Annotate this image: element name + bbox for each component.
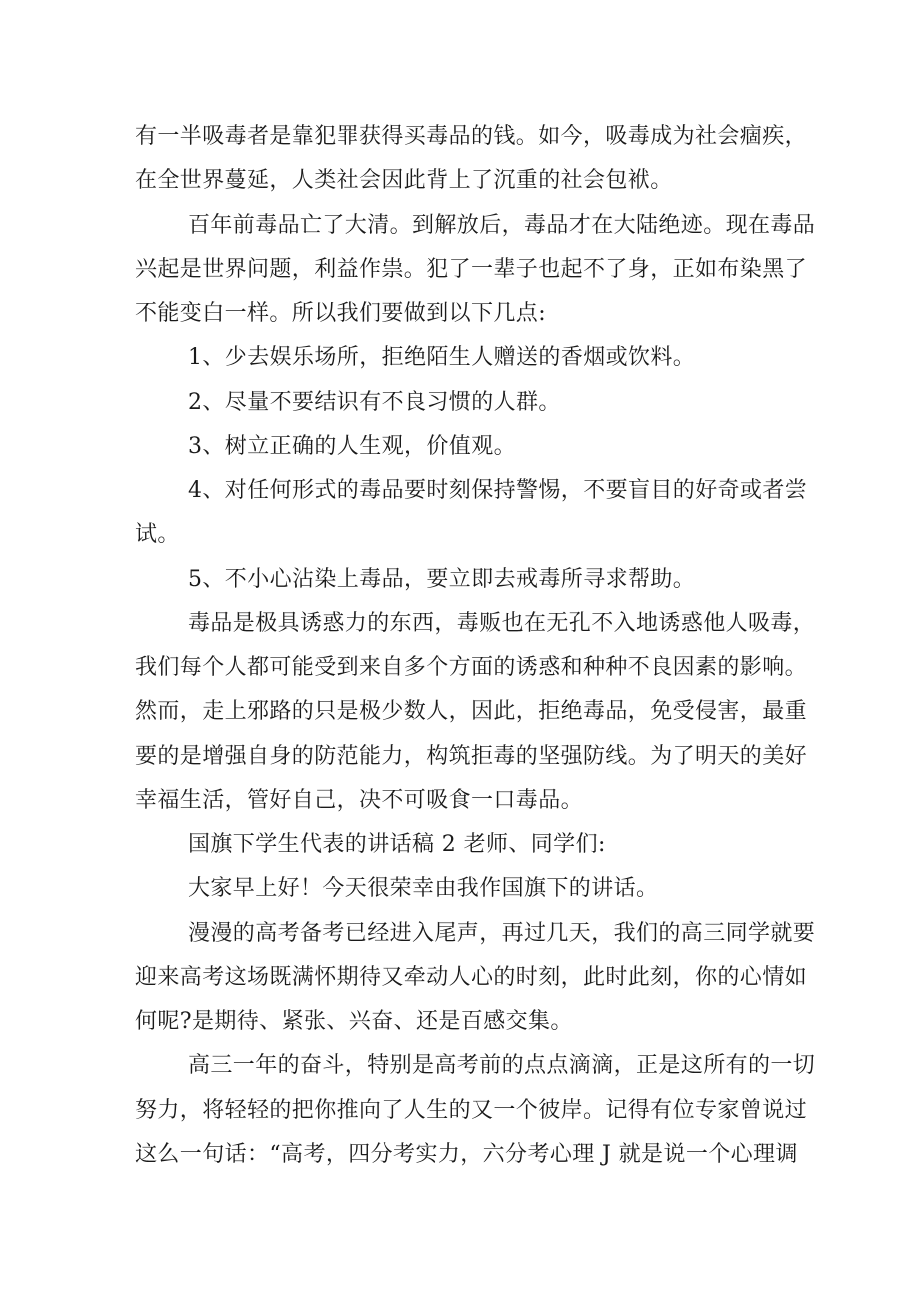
greeting-line: 大家早上好！今天很荣幸由我作国旗下的讲话。	[188, 876, 659, 901]
list-item-4-continued: 试。	[135, 522, 180, 547]
list-item-2: 2、尽量不要结识有不良习惯的人群。	[188, 390, 561, 415]
text-line: 高三一年的奋斗，特别是高考前的点点滴滴，正是这所有的一切	[188, 1053, 816, 1078]
list-item-4: 4、对任何形式的毒品要时刻保持警惕，不要盲目的好奇或者尝	[188, 478, 808, 503]
text-line: 幸福生活，管好自己，决不可吸食一口毒品。	[135, 788, 584, 813]
list-item-3: 3、树立正确的人生观，价值观。	[188, 434, 516, 459]
text-line: 百年前毒品亡了大清。到解放后，毒品才在大陆绝迹。现在毒品	[188, 213, 816, 238]
text-line: 我们每个人都可能受到来自多个方面的诱惑和种种不良因素的影响。	[135, 655, 808, 680]
text-line: 兴起是世界问题，利益作祟。犯了一辈子也起不了身，正如布染黑了	[135, 257, 808, 282]
list-item-5: 5、不小心沾染上毒品，要立即去戒毒所寻求帮助。	[188, 567, 696, 592]
text-line: 然而，走上邪路的只是极少数人，因此，拒绝毒品，免受侵害，最重	[135, 699, 808, 724]
text-line: 毒品是极具诱惑力的东西，毒贩也在无孔不入地诱惑他人吸毒，	[188, 611, 816, 636]
text-line: 努力，将轻轻的把你推向了人生的又一个彼岸。记得有位专家曾说过	[135, 1098, 808, 1123]
list-item-1: 1、少去娱乐场所，拒绝陌生人赠送的香烟或饮料。	[188, 345, 696, 370]
text-line: 不能变白一样。所以我们要做到以下几点:	[135, 301, 547, 326]
text-line: 有一半吸毒者是靠犯罪获得买毒品的钱。如今，吸毒成为社会痼疾，	[135, 124, 808, 149]
text-line: 要的是增强自身的防范能力，构筑拒毒的坚强防线。为了明天的美好	[135, 744, 808, 769]
text-line: 在全世界蔓延，人类社会因此背上了沉重的社会包袱。	[135, 168, 673, 193]
text-line: 何呢?是期待、紧张、兴奋、还是百感交集。	[135, 1009, 573, 1034]
text-line: 迎来高考这场既满怀期待又牵动人心的时刻，此时此刻，你的心情如	[135, 965, 808, 990]
speech-heading: 国旗下学生代表的讲话稿 2 老师、同学们:	[188, 832, 606, 857]
text-line: 这么一句话：“高考，四分考实力，六分考心理 J 就是说一个心理调	[135, 1142, 798, 1167]
text-line: 漫漫的高考备考已经进入尾声，再过几天，我们的高三同学就要	[188, 921, 816, 946]
